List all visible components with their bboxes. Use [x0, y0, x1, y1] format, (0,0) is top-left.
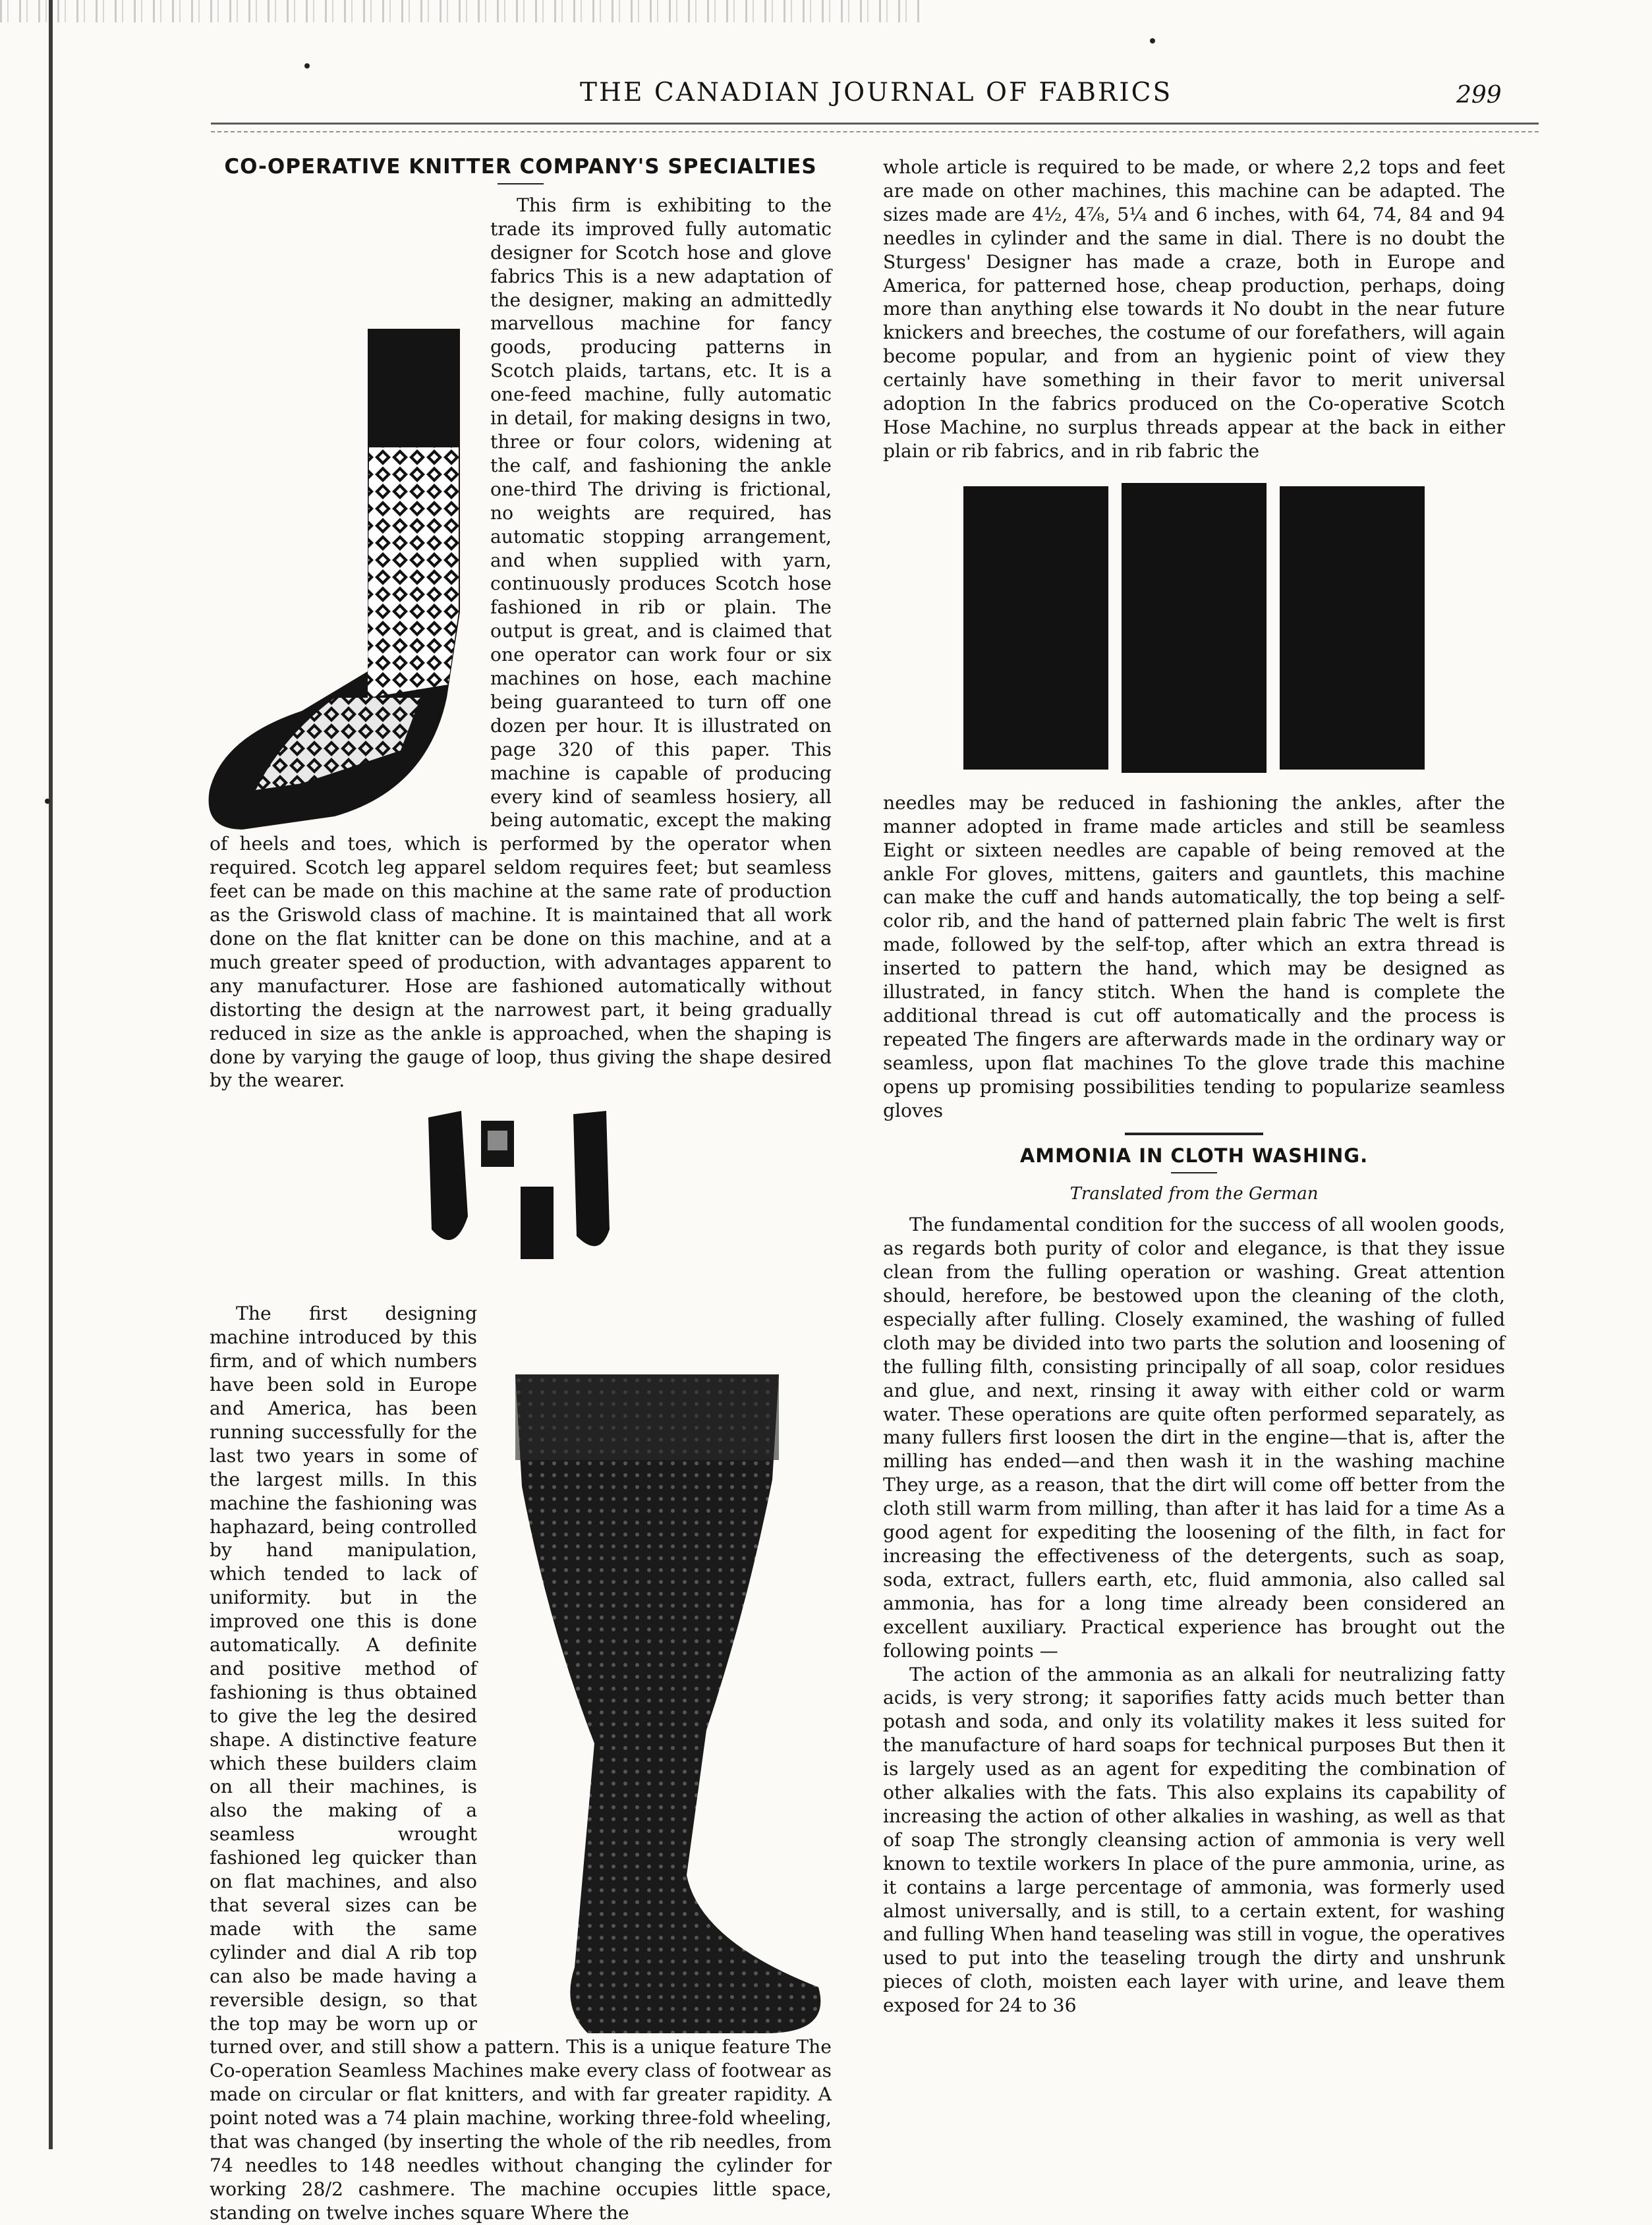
journal-title: THE CANADIAN JOURNAL OF FABRICS	[580, 78, 1173, 107]
article-paragraph: This firm is exhibiting to the trade its improved fully automatic designer for Scotch hose and glove fabrics This is a new adaptation of the designer, making an admittedly marvellous machine for fancy goods, producing patterns in Scotch plaids, tartans, etc. It is a one-feed machine, fully automatic in detail, for making designs in two, three or four colors, widening at the calf, and fashioning the ankle one-third The driving is frictional, no weights are required, has automatic stopping arrangement, and when supplied with yarn, continuously produces Scotch hose fashioned in rib or plain. The output is great, and is claimed that one operator can work four or six machines on hose, each machine being guaranteed to turn off one dozen per hour. It is illustrated on page 320 of this paper. This machine is capable of producing every kind of seamless hosiery, all being automatic, except the making of heels and toes, which is performed by the operator when required. Scotch leg apparel seldom requires feet; but seamless feet can be made on this machine at the same rate of production as the Griswold class of machine. It is maintained that all work done on the flat knitter can be done on this machine, and at a much greater speed of production, with advantages apparent to any manufacturer. Hose are fashioned automatically without distorting the design at the narrowest part, it being gradually reduced in size as the ankle is approached, when the shaping is done by varying the gauge of loop, thus giving the shape desired by the wearer.	[210, 194, 832, 1092]
scan-speck	[304, 63, 310, 69]
right-column	[883, 155, 1505, 2017]
article-paragraph: needles may be reduced in fashioning the ankles, after the manner adopted in frame made articles and still be seamless Eight or sixteen needles are capable of being removed at the ankle For gloves, mittens, gaiters and gauntlets, this machine can make the cuff and hands automatically, the top being a self-color rib, and the hand of patterned plain fabric The welt is first made, followed by the self-top, after which an extra thread is inserted to pattern the hand, which may be designed as illustrated, in fancy stitch. When the hand is complete the additional thread is cut off automatically and the process is repeated The fingers are afterwards made in the ordinary way or seamless, upon flat machines To the glove trade this machine opens up promising possibilities tending to popularize seamless gloves	[883, 791, 1505, 1121]
article-paragraph: The first designing machine introduced by this firm, and of which numbers have been sold in Europe and America, has been running successfully for the last two years in some of the largest mills. In this machine the fashioning was haphazard, being controlled by hand manipulation, which tended to lack of uniformity. but in the improved one this is done automatically. A definite and positive method of fashioning is thus obtained to give the leg the desired shape. A distinctive feature which these builders claim on all their machines, is also the making of a seamless wrought fashioned leg quicker than on flat machines, and also that several sizes can be made with the same cylinder and dial A rib top can also be made having a reversible design, so that the top may be worn up or turned over, and still show a pattern. This is a unique feature The Co-operation Seamless Machines make every class of footwear as made on circular or flat knitters, and with far greater rapidity. A point noted was a 74 plain machine, working three-fold wheeling, that was changed (by inserting the whole of the rib needles, from 74 needles to 148 needles without changing the cylinder for working 28/2 cashmere. The machine occupies little space, standing on twelve inches square Where the	[210, 1303, 832, 2224]
article-paragraph: The fundamental condition for the success of all woolen goods, as regards both purity of color and elegance, is that they issue clean from the fulling operation or washing. Great attention should, herefore, be bestowed upon the cleaning of the cloth, especially after fulling. Closely examined, the washing of fulled cloth may be divided into two parts the solution and loosening of the fulling filth, consisting principally of all soap, color residues and glue, and next, rinsing it away with either cold or warm water. These operations are quite often performed separately, as many fullers first loosen the dirt in the engine—that is, after the milling has ended—and then wash it in the washing machine They urge, as a reason, that the dirt will come off better from the cloth still warm from milling, than after it has laid for a time As a good agent for expediting the loosening of the filth, in fact for increasing the effectiveness of the detergents, such as soap, soda, extract, fullers earth, etc, fluid ammonia, also called sal ammonia, has for a long time already been considered an excellent auxiliary. Practical experience has brought out the following points —	[883, 1214, 1505, 1662]
article-subheading: Translated from the German	[1069, 1184, 1319, 1204]
glove-fabric-samples	[957, 483, 1431, 773]
article-heading: CO-OPERATIVE KNITTER COMPANY'S SPECIALTIES	[224, 155, 817, 179]
scan-speck	[45, 799, 50, 804]
article-heading: AMMONIA IN CLOTH WASHING.	[1019, 1144, 1369, 1168]
glove-illustration	[422, 1104, 619, 1262]
scan-noise	[0, 0, 923, 22]
header-rule	[211, 123, 1539, 132]
fashioned-leg-illustration	[489, 1374, 832, 2033]
article-paragraph: The action of the ammonia as an alkali for neutralizing fatty acids, is very strong; it saporifies fatty acids much better than potash and soda, and only its volatility makes it less suited for the manufacture of hard soaps for technical purposes But then it is largely used as an agent for expediting the combination of other alkalies with the fats. This also explains its capability of increasing the action of other alkalies in washing, as well as that of soap The strongly cleansing action of ammonia is very well known to textile workers In place of the pure ammonia, urine, as it contains a large percentage of ammonia, was formerly used almost universally, and is still, to a certain extent, for washing and fulling When hand teaseling was still in vogue, the operatives used to put into the teaseling trough the dirty and unshrunk pieces of cloth, moisten each layer with urine, and leave them exposed for 24 to 36	[883, 1663, 1505, 2017]
page-number: 299	[1456, 82, 1502, 109]
scan-speck	[1150, 38, 1155, 43]
heading-rule	[1171, 1172, 1217, 1173]
section-rule	[1125, 1133, 1263, 1135]
binding-edge	[49, 0, 53, 2149]
heading-rule	[498, 183, 544, 184]
left-column	[210, 155, 832, 2225]
scotch-hose-illustration	[203, 329, 480, 830]
article-paragraph: whole article is required to be made, or where 2,2 tops and feet are made on other machines, this machine can be adapted. The sizes made are 4½, 4⅞, 5¼ and 6 inches, with 64, 74, 84 and 94 needles in cylinder and the same in dial. There is no doubt the Sturgess' Designer has made a craze, both in Europe and America, for patterned hose, cheap production, perhaps, doing more than anything else towards it No doubt in the near future knickers and breeches, the costume of our forefathers, will again become popular, and from an hygienic point of view they certainly have something in their favor to merit universal adoption In the fabrics produced on the Co-operative Scotch Hose Machine, no surplus threads appear at the back in either plain or rib fabrics, and in rib fabric the	[883, 156, 1505, 462]
